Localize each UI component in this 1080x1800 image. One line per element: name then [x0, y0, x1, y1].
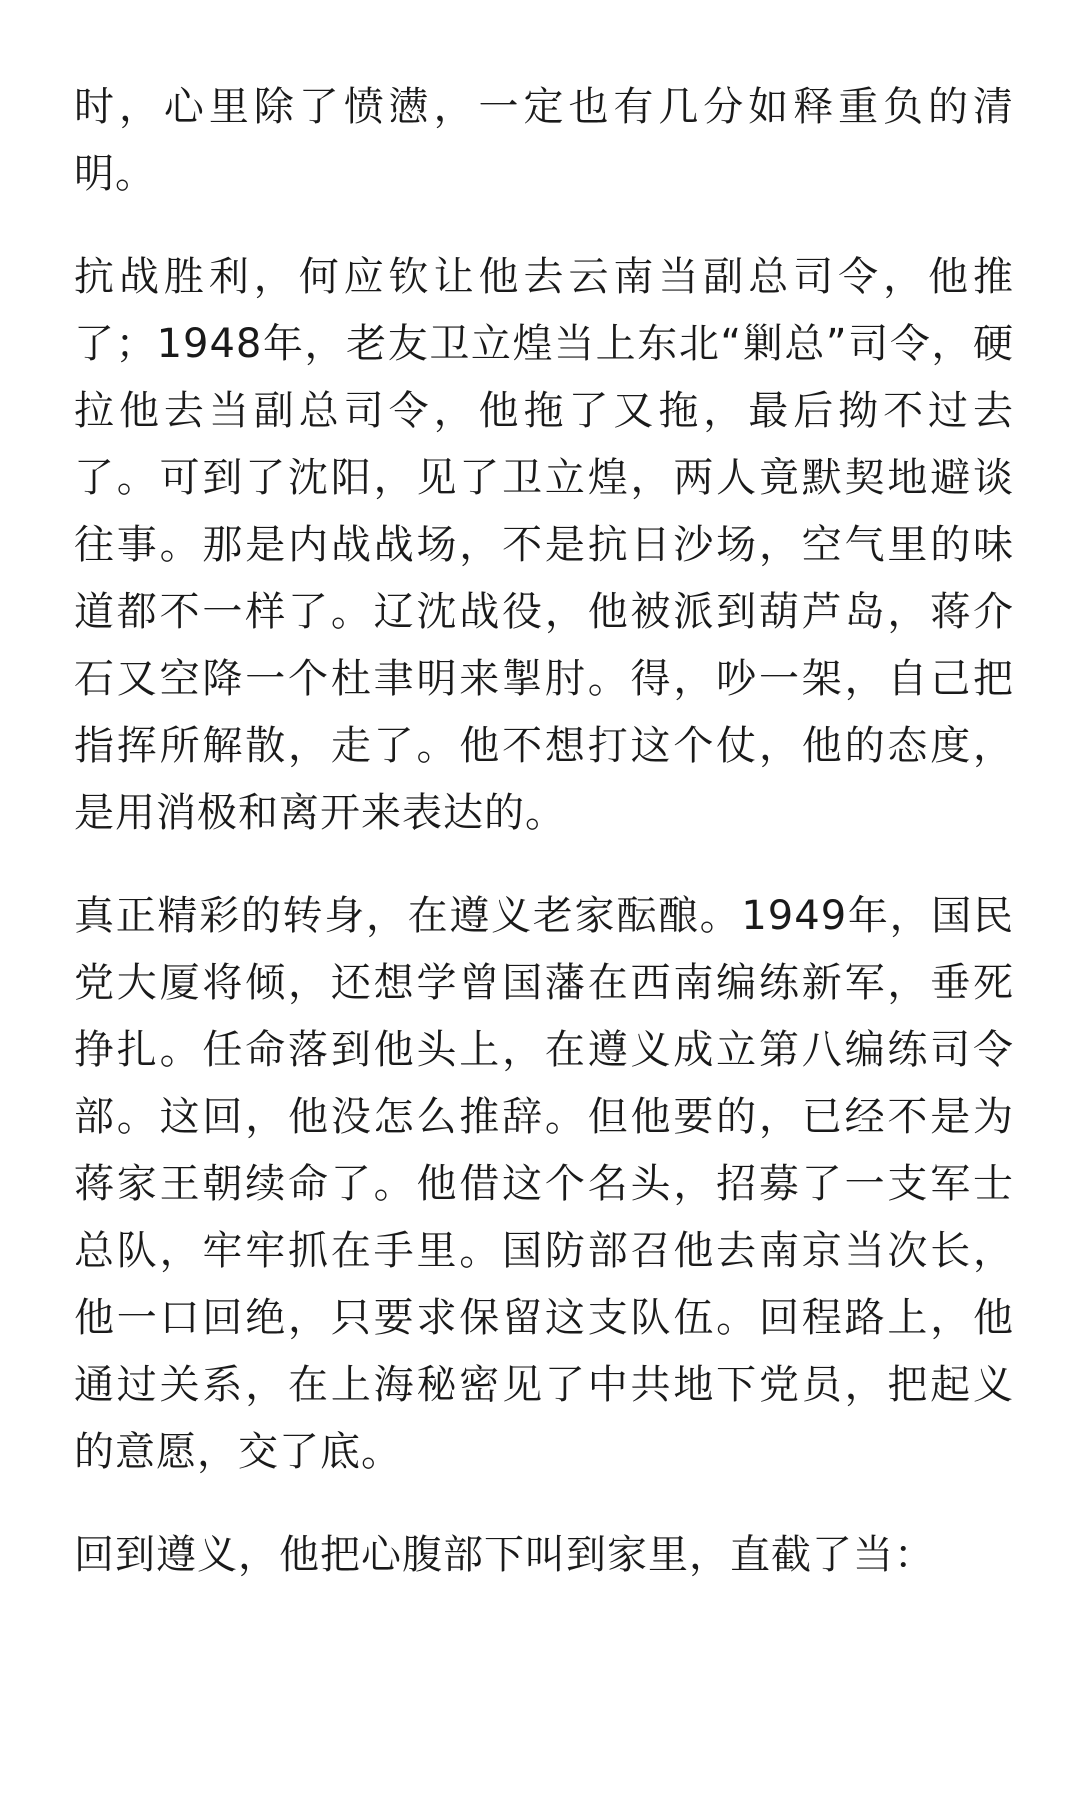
article-paragraph-3: 真正精彩的转身，在遵义老家酝酿。1949年，国民党大厦将倾，还想学曾国藩在西南编练新军，垂死挣扎。任命落到他头上，在遵义成立第八编练司令部。这回，他没怎么推辞。但他要的，已经不是为蒋家王朝续命了。他借这个名头，招募了一支军士总队，牢牢抓在手里。国防部召他去南京当次长，他一口回绝，只要求保留这支队伍。回程路上，他通过关系，在上海秘密见了中共地下党员，把起义的意愿，交了底。: [74, 893, 1014, 1475]
article-paragraph-1: 时，心里除了愤懑，一定也有几分如释重负的清明。: [74, 84, 1014, 197]
article-paragraph-2: 抗战胜利，何应钦让他去云南当副总司令，他推了；1948年，老友卫立煌当上东北“剿总”司令，硬拉他去当副总司令，他拖了又拖，最后拗不过去了。可到了沈阳，见了卫立煌，两人竟默契地避谈往事。那是内战战场，不是抗日沙场，空气里的味道都不一样了。辽沈战役，他被派到葫芦岛，蒋介石又空降一个杜聿明来掣肘。得，吵一架，自己把指挥所解散，走了。他不想打这个仗，他的态度，是用消极和离开来表达的。: [74, 254, 1014, 836]
article-paragraph-4: 回到遵义，他把心腹部下叫到家里，直截了当：: [74, 1532, 935, 1578]
article-body: [74, 74, 1014, 1625]
